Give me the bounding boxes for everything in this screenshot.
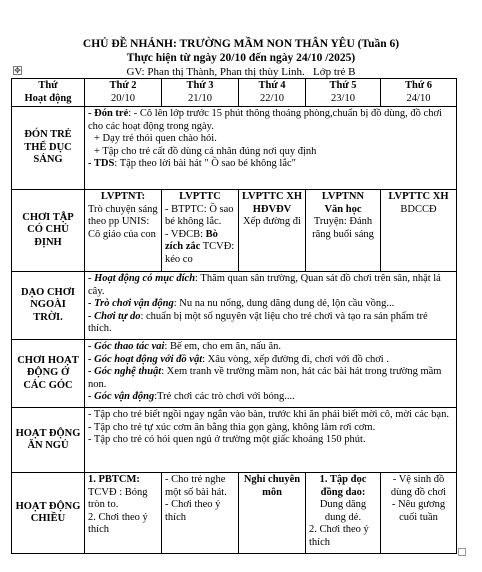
chieu-wed-text: Nghỉ chuyên môn	[243, 474, 301, 498]
choi-tap-tue	[162, 190, 239, 272]
goc-label-2: - Góc hoạt động với đồ vật	[88, 353, 203, 365]
row-label-chieu: HOẠT ĐỘNG CHIỀU	[12, 473, 85, 554]
day-header-wed	[239, 79, 306, 107]
row-label-dao-choi: DẠO CHƠI NGOÀI TRỜI.	[12, 272, 85, 340]
chieu-tue-text-2: - Chơi theo ý thích	[165, 499, 221, 523]
day-date: 23/10	[331, 92, 355, 104]
chieu-mon	[85, 473, 162, 554]
wed-text: Xếp đường đi	[243, 216, 301, 227]
goc-label-1: - Góc thao tác vai	[88, 341, 165, 352]
tds-text: : Tập theo lời bài hát " Ồ sao bé không lắc"	[114, 158, 296, 169]
teacher-line	[0, 65, 482, 79]
chieu-fri-text-1: - Vệ sinh đồ dùng đồ chơi	[390, 474, 447, 498]
dao-choi-content	[85, 272, 457, 340]
choi-tap-wed	[239, 190, 306, 272]
an-ngu-content	[85, 408, 457, 473]
row-label-an-ngu: HOẠT ĐỘNG ĂN NGỦ	[12, 408, 85, 473]
choi-tap-fri	[381, 190, 457, 272]
dao-choi-label-2: - Trò chơi vận động	[88, 298, 174, 309]
don-tre-line-1	[88, 108, 453, 133]
day-date: 24/10	[406, 92, 431, 104]
table-header-row	[12, 79, 457, 107]
goc-label-4: - Góc vận động	[88, 391, 155, 402]
goc-text-1: : Bế em, cho em ăn, nấu ăn.	[164, 341, 282, 352]
day-header-fri	[381, 79, 457, 107]
an-ngu-line-3: - Tập cho trẻ có hói quen ngủ ở trường một giấc khoảng 150 phút.	[88, 434, 366, 445]
wed-head: LVPTTC XH	[242, 191, 303, 202]
row-label-hoat-dong-goc: CHƠI HOẠT ĐỘNG Ở CÁC GÓC	[12, 340, 85, 408]
fri-text: BDCCĐ	[400, 203, 437, 215]
table-resize-handle[interactable]	[458, 548, 466, 556]
row-choi-tap	[12, 190, 457, 272]
chieu-thu-text-1: Dung dăng dung dẻ.	[319, 499, 367, 523]
goc-text-4: :Trẻ chơi các trò chơi với bóng....	[154, 391, 295, 402]
don-tre-line-2: + Dạy trẻ thói quen chào hỏi.	[94, 133, 217, 144]
dao-choi-label-1: - Hoạt động có mục đích	[88, 273, 196, 284]
tue-head: LVPTTC	[179, 191, 221, 202]
chieu-fri-text-2: - Nêu gương cuối tuần	[391, 499, 446, 523]
chieu-thu-text-2: 2. Chơi theo ý thích	[309, 524, 369, 548]
teacher-names: GV: Phan thị Thành, Phan thị thùy Linh.	[126, 66, 305, 78]
day-date: 21/10	[188, 92, 212, 104]
day-name: Thứ 2	[109, 80, 137, 91]
day-header-mon	[85, 79, 162, 107]
don-tre-label: - Đón trẻ	[88, 108, 129, 119]
tue-text-2: - VĐCB:	[165, 228, 204, 240]
chieu-thu	[306, 473, 381, 554]
mon-head: LVPTNT:	[100, 191, 146, 202]
day-name: Thứ 5	[329, 80, 357, 91]
row-label-choi-tap: CHƠI TẬP CÓ CHỦ ĐỊNH	[12, 190, 85, 272]
chieu-wed	[239, 473, 306, 554]
thu-sub: Văn học	[324, 203, 362, 215]
tue-text-3: TCVĐ: kéo co	[165, 241, 235, 265]
thu-head: LVPTNN	[321, 191, 365, 202]
chieu-fri	[381, 473, 457, 554]
don-tre-line-3: + Tập cho trẻ cất đồ dùng cá nhân đúng nơi quy định	[94, 145, 317, 157]
don-tre-text: : - Cô lên lớp trước 15 phút thông thoáng phòng,chuẩn bị đồ dùng, đồ chơi cho các hoạt động trong ngày.	[88, 108, 442, 132]
goc-text-2: : Xâu vòng, xếp đường đi, chơi với đồ chơi .	[202, 353, 389, 365]
class-name: Lớp trẻ B	[313, 66, 356, 78]
goc-text-3: : Xem tranh về trường mầm non, hát các bài hát trong trường mầm non.	[88, 366, 442, 390]
day-date: 20/10	[111, 92, 135, 104]
an-ngu-line-2: - Tập cho trẻ tự xúc cơm ăn bằng thìa gọn gàng, không làm rơi cơm.	[88, 421, 376, 433]
tue-text-1: - BTPTC: Ồ sao bé không lắc.	[165, 203, 234, 227]
hoat-dong-goc-content	[85, 340, 457, 408]
date-range: Thực hiện từ ngày 20/10 đến ngày 24/10 /2025)	[126, 52, 356, 64]
day-name: Thứ 3	[186, 80, 214, 91]
row-header-label: Hoạt động	[24, 92, 72, 104]
tds-label: - TDS	[88, 158, 115, 169]
chieu-tue	[162, 473, 239, 554]
row-hoat-dong-goc	[12, 340, 457, 408]
col-header-label: Thứ	[38, 80, 58, 91]
chieu-tue-text-1: - Cho trẻ nghe một số bài hát.	[165, 474, 227, 498]
fri-head: LVPTTC XH	[388, 191, 449, 202]
goc-label-3: - Góc nghệ thuật	[88, 366, 162, 377]
dao-choi-text-3: : chuẩn bị một số nguyên vật liệu cho trẻ chơi và tạo ra sản phẩm trẻ thích.	[88, 310, 428, 334]
chieu-mon-text-2: 2. Chơi theo ý thích	[88, 511, 148, 535]
thu-text: Truyện: Đánh răng buổi sáng	[312, 216, 374, 240]
row-an-ngu	[12, 408, 457, 473]
day-name: Thứ 6	[404, 80, 433, 91]
chieu-mon-head: 1. PBTCM:	[88, 474, 140, 485]
choi-tap-mon	[85, 190, 162, 272]
chieu-thu-head: 1. Tập đọc đồng dao:	[319, 474, 367, 498]
tue-text-2-bold: Bò zích zắc	[165, 228, 218, 252]
dao-choi-text-2: : Nu na nu nống, dung dăng dung dẻ, lộn cầu vồng...	[173, 298, 395, 309]
day-header-thu	[306, 79, 381, 107]
table-move-handle-icon[interactable]: ✥	[14, 66, 21, 75]
wed-sub: HĐVĐV	[252, 203, 292, 215]
row-label-don-tre: ĐÓN TRẺ THỂ DỤC SÁNG	[12, 107, 85, 190]
mon-text: Trò chuyện sáng theo pp UNIS: Cô giáo của con	[88, 203, 158, 240]
dao-choi-label-3: - Chơi tự do	[88, 310, 141, 322]
schedule-table	[11, 78, 457, 554]
choi-tap-thu	[306, 190, 381, 272]
row-chieu	[12, 473, 457, 554]
an-ngu-line-1: - Tập cho trẻ biết ngồi ngay ngắn vào bàn, trước khi ăn phải biết mời cô, mời các bạn.	[88, 409, 449, 420]
dao-choi-text-1: : Thăm quan sân trường, Quan sát đồ chơi trên sân, nhặt lá cây.	[88, 273, 441, 297]
day-name: Thứ 4	[258, 80, 286, 91]
day-date: 22/10	[260, 92, 284, 104]
page-title: CHỦ ĐỀ NHÁNH: TRƯỜNG MẦM NON THÂN YÊU (Tuần 6)	[82, 38, 400, 50]
don-tre-content	[85, 107, 457, 190]
day-header-tue	[162, 79, 239, 107]
row-don-tre	[12, 107, 457, 190]
row-dao-choi	[12, 272, 457, 340]
don-tre-line-4	[88, 158, 453, 171]
chieu-mon-text-1: TCVĐ : Bóng tròn to.	[88, 486, 148, 510]
header-corner-cell	[12, 79, 85, 107]
